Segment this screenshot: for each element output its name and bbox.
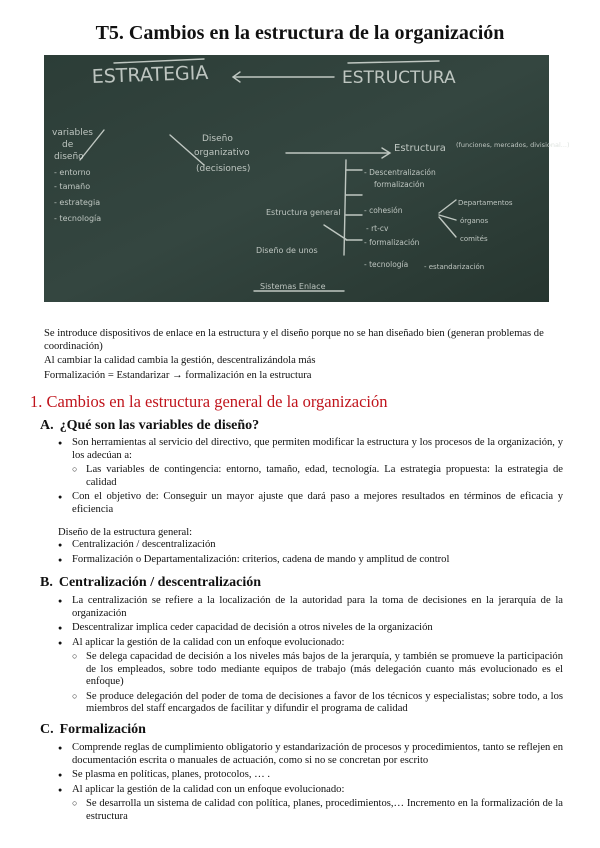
section-c-title: Formalización [59, 722, 146, 737]
section-b-title: Centralización / descentralización [58, 575, 262, 590]
board-text-col3-1: (funciones, mercados, divisional...) [456, 141, 570, 149]
board-text-branch-4: - formalización [364, 238, 420, 247]
board-text-label-0: Estructura general [266, 208, 341, 217]
board-text-col1-3: - entorno [54, 168, 91, 177]
board-text-col2-1: organizativo [194, 148, 250, 158]
intro-line: Se introduce dispositivos de enlace en la estructura y el diseño porque no se han diseñado bien (generan problemas de coordinación) [44, 328, 544, 352]
board-text-col1-0: variables [52, 128, 93, 138]
sub-list-item [72, 691, 563, 716]
section-a-heading [40, 418, 259, 434]
board-text-col3-0: Estructura [394, 143, 446, 154]
board-text-strategy: ESTRATEGIA [91, 61, 209, 88]
board-text-col1-5: - estrategia [54, 198, 101, 207]
design-list [58, 539, 563, 568]
list-item-text: Se plasma en políticas, planes, protocolos, … . [72, 769, 271, 780]
list-item [58, 595, 563, 620]
section-a-list [58, 437, 563, 518]
section-1-heading [30, 392, 388, 412]
board-text-structure: ESTRUCTURA [342, 68, 456, 88]
sub-list-item [72, 464, 563, 489]
sub-list-item-text: Se desarrolla un sistema de calidad con política, planes, procedimientos,… Incremento en la formalización de la estructura [86, 798, 563, 822]
list-item-text: Al aplicar la gestión de la calidad con un enfoque evolucionado: [72, 636, 345, 648]
list-item [58, 784, 563, 824]
section-a-letter: A. [40, 418, 54, 433]
list-item [58, 554, 563, 567]
sub-list-item-text: Se produce delegación del poder de toma de decisiones a favor de los técnicos y especialistas; sobre todo, a los miembros del staff encargados de facilitar y difundir el programa de calidad [86, 690, 563, 714]
board-text-col2-2: (decisiones) [196, 164, 251, 174]
list-item-text: Centralización / descentralización [72, 539, 216, 550]
section-a-title: ¿Qué son las variables de diseño? [59, 418, 260, 433]
list-item [58, 637, 563, 716]
intro-notes [44, 328, 564, 382]
board-text-col1-2: diseño [54, 152, 84, 162]
blackboard-photo [44, 55, 570, 302]
list-item-text: Con el objetivo de: Conseguir un mayor ajuste que dará paso a mejores resultados en términos de eficacia y eficiencia [72, 491, 563, 515]
section-c-heading [40, 722, 146, 738]
board-text-label-4: órganos [460, 217, 489, 225]
board-text-branch-2: - cohesión [364, 206, 403, 215]
list-item [58, 622, 563, 635]
page-title: T5. Cambios en la estructura de la organización [95, 22, 505, 44]
board-text-label-6: - estandarización [424, 263, 485, 271]
board-text-label-5: comités [460, 235, 488, 243]
board-text-branch-0: - Descentralización [364, 168, 436, 177]
list-item-text: Al aplicar la gestión de la calidad con un enfoque evolucionado: [72, 783, 345, 795]
list-item-text: Descentralizar implica ceder capacidad de decisión a otros niveles de la organización [72, 622, 433, 633]
section-b-letter: B. [40, 575, 53, 590]
board-text-label-2: Sistemas Enlace [260, 282, 326, 291]
board-text-label-1: Diseño de unos [256, 246, 318, 255]
design-label: Diseño de la estructura general: [58, 527, 193, 538]
section-1-number: 1. [30, 392, 43, 411]
board-text-label-3: Departamentos [458, 199, 513, 207]
blackboard-drawing [44, 55, 570, 302]
list-item-text: La centralización se refiere a la localización de la autoridad para la toma de decisiones en la jerarquía de la organización [72, 595, 563, 619]
intro-line: Al cambiar la calidad cambia la gestión, descentralizándola más [44, 355, 316, 366]
board-text-branch-5: - tecnología [364, 260, 409, 269]
board-text-col1-4: - tamaño [54, 182, 91, 191]
section-b-list [58, 595, 563, 718]
section-c-letter: C. [40, 722, 54, 737]
sub-list-item [72, 651, 563, 689]
sub-list-item-text: Las variables de contingencia: entorno, tamaño, edad, tecnología. La estrategia propuesta: la estrategia de calidad [86, 464, 563, 488]
list-item-text: Comprende reglas de cumplimiento obligatorio y estandarización de procesos y procedimientos, tanto se reflejen en documentación escrita o manuales de actuación, como si no se concretan por escrito [72, 742, 563, 766]
board-text-branch-1: formalización [374, 180, 425, 189]
list-item [58, 539, 563, 552]
board-text-branch-3: - rt-cv [366, 224, 389, 233]
sub-list-item [72, 798, 563, 823]
intro-line: Formalización = Estandarizar → formalización en la estructura [44, 369, 312, 381]
section-1-title: Cambios en la estructura general de la organización [46, 392, 388, 411]
section-c-list [58, 742, 563, 825]
board-text-col1-6: - tecnología [54, 214, 102, 223]
list-item [58, 437, 563, 489]
list-item [58, 742, 563, 767]
list-item [58, 491, 563, 516]
sub-list-item-text: Se delega capacidad de decisión a los niveles más bajos de la jerarquía, y también se promueve la participación de los empleados, sobre todo mediante equipos de trabajo (más delegación cuanto más evolucionado es el enfoque) [86, 651, 563, 687]
list-item-text: Son herramientas al servicio del directivo, que permiten modificar la estructura y los procesos de la organización, y los adecúan a: [72, 437, 563, 461]
board-text-col1-1: de [62, 140, 74, 150]
list-item-text: Formalización o Departamentalización: criterios, cadena de mando y amplitud de control [72, 553, 450, 565]
section-b-heading [40, 575, 261, 591]
list-item [58, 769, 563, 782]
board-text-col2-0: Diseño [202, 134, 233, 144]
